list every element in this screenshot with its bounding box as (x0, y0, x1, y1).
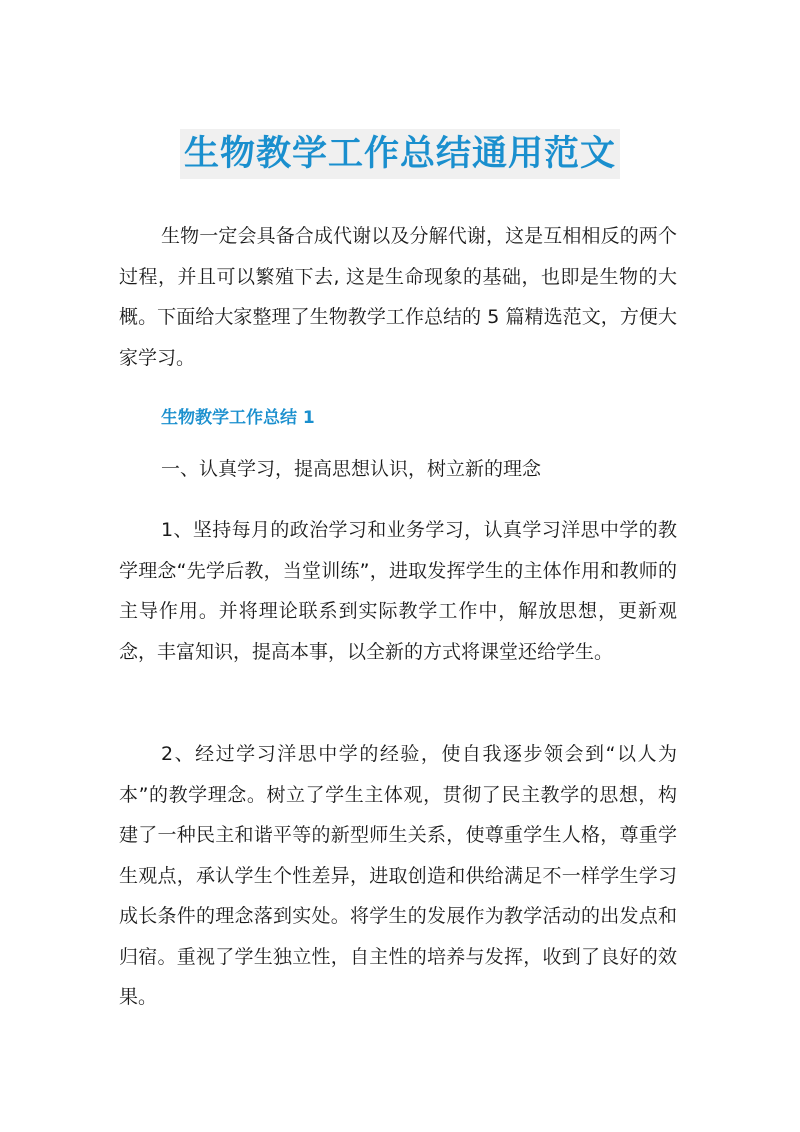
section-subheading-1: 一、认真学习，提高思想认识，树立新的理念 (161, 458, 542, 480)
document-title: 生物教学工作总结通用范文 (180, 129, 620, 179)
title-container (0, 106, 800, 203)
section-paragraph-1: 1、坚持每月的政治学习和业务学习，认真学习洋思中学的教学理念“先学后教，当堂训练”，进取发挥学生的主体作用和教师的主导作用。并将理论联系到实际教学工作中，解放思想，更新观念，丰富知识，提高本事，以全新的方式将课堂还给学生。 (119, 519, 677, 663)
section-paragraph-2: 2、经过学习洋思中学的经验，使自我逐步领会到“以人为本”的教学理念。树立了学生主体观，贯彻了民主教学的思想，构建了一种民主和谐平等的新型师生关系，使尊重学生人格，尊重学生观点，承认学生个性差异，进取创造和供给满足不一样学生学习成长条件的理念落到实处。将学生的发展作为教学活动的出发点和归宿。重视了学生独立性，自主性的培养与发挥，收到了良好的效果。 (119, 743, 677, 1008)
intro-paragraph: 生物一定会具备合成代谢以及分解代谢，这是互相相反的两个过程，并且可以繁殖下去, 这是生命现象的基础，也即是生物的大概。下面给大家整理了生物教学工作总结的 5 篇精选范文，方便大家学习。 (119, 225, 677, 369)
section-heading-1: 生物教学工作总结 1 (161, 408, 315, 428)
